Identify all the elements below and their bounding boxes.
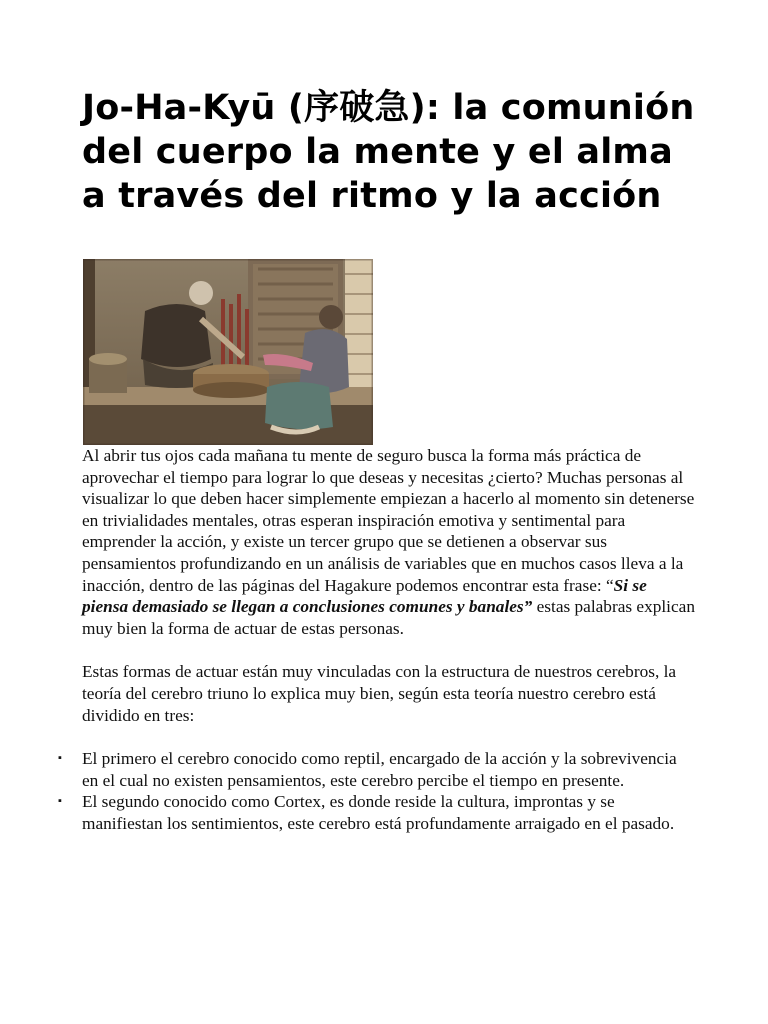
list-item	[58, 791, 697, 834]
article-photo	[83, 259, 373, 445]
list-item	[58, 748, 697, 791]
article-body	[58, 445, 697, 835]
bullet-icon: ▪	[58, 752, 62, 765]
paragraph-triune-brain: Estas formas de actuar están muy vinculadas con la estructura de nuestros cerebros, la teoría del cerebro triuno lo explica muy bien, según esta teoría nuestro cerebro está dividido en tres:	[82, 662, 677, 725]
paragraph-intro-text: Al abrir tus ojos cada mañana tu mente de seguro busca la forma más práctica de aprovechar el tiempo para lograr lo que deseas y necesitas ¿cierto? Muchas personas al visualizar lo que deben hacer simplemente empiezan a hacerlo al momento sin detenerse en trivialidades mentales, otras esperan inspiración emotiva y sentimental para emprender la acción, y existe un tercer grupo que se detienen a observar sus pensamientos profundizando en un análisis de variables que en muchos casos lleva a la inacción, dentro de las páginas del Hagakure podemos encontrar esta frase: “	[82, 446, 695, 595]
article-title: Jo-Ha-Kyū (序破急): la comunión del cuerpo la mente y el alma a través del ritmo y la acción	[82, 88, 695, 216]
paragraph-intro	[82, 445, 697, 639]
list-item-text: El primero el cerebro conocido como reptil, encargado de la acción y la sobrevivencia en el cual no existen pensamientos, este cerebro percibe el tiempo en presente.	[82, 749, 677, 790]
bullet-icon: ▪	[58, 795, 62, 808]
bullet-list	[58, 748, 697, 834]
list-item-text: El segundo conocido como Cortex, es donde reside la cultura, improntas y se manifiestan los sentimientos, este cerebro está profundamente arraigado en el pasado.	[82, 792, 675, 833]
paragraph-intro-tail: estas palabras explican muy bien la forma de actuar de estas personas.	[82, 597, 695, 638]
photo-icon	[83, 259, 373, 445]
hagakure-quote: Si se piensa demasiado se llegan a conclusiones comunes y banales”	[82, 575, 647, 617]
